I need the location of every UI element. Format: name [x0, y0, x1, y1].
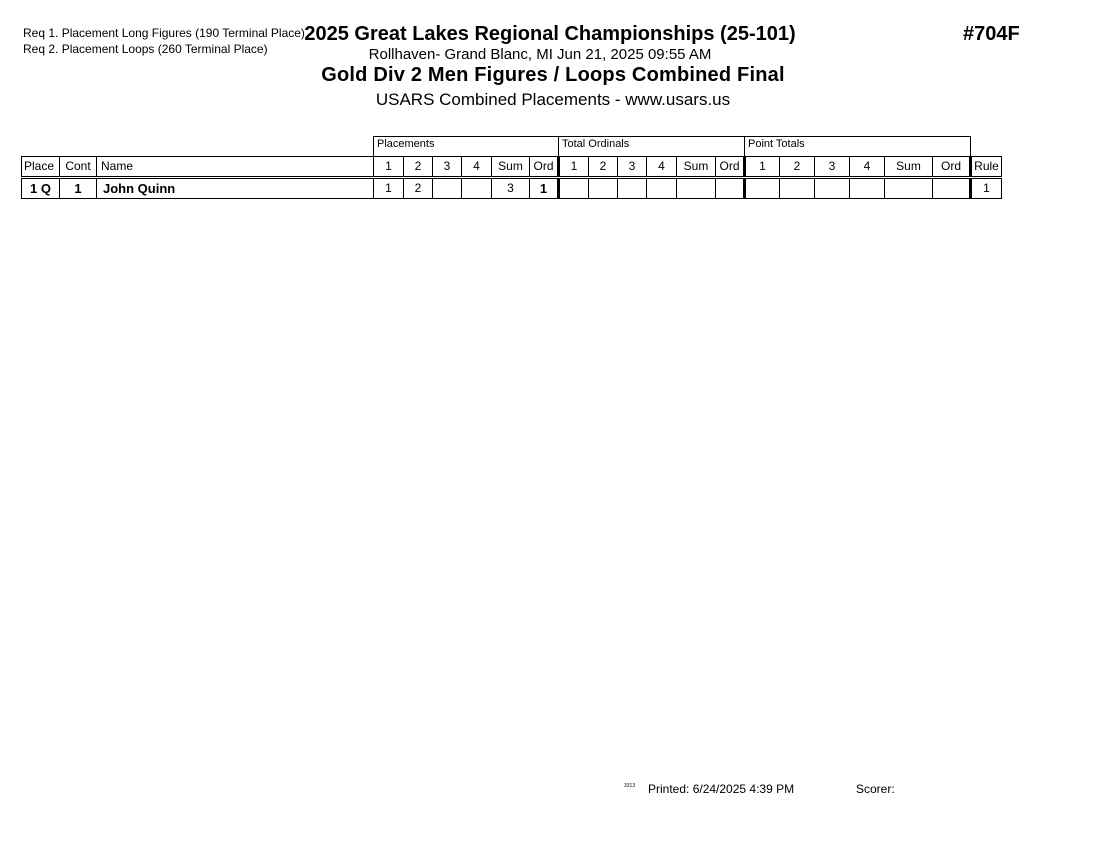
col-ordinal-sum: Sum: [677, 157, 716, 178]
cell-cont: 1: [60, 178, 97, 199]
cell-ordinal-3: [618, 178, 647, 199]
cell-points-ord: [933, 178, 971, 199]
col-ordinal-2: 2: [589, 157, 618, 178]
col-points-1: 1: [745, 157, 780, 178]
col-points-ord: Ord: [933, 157, 971, 178]
cell-name: John Quinn: [97, 178, 374, 199]
col-ordinal-4: 4: [647, 157, 677, 178]
col-placement-4: 4: [462, 157, 492, 178]
cell-ordinal-1: [559, 178, 589, 199]
cell-ordinal-4: [647, 178, 677, 199]
col-placement-ord: Ord: [530, 157, 559, 178]
requirement-1: Req 1. Placement Long Figures (190 Terminal Place): [23, 26, 305, 40]
event-number: #704F: [963, 23, 1020, 45]
col-cont: Cont: [60, 157, 97, 178]
col-points-sum: Sum: [885, 157, 933, 178]
scorer-label: Scorer:: [856, 782, 895, 796]
col-points-4: 4: [850, 157, 885, 178]
table-row: [22, 178, 1002, 199]
column-header-row: [22, 157, 1002, 178]
cell-ordinal-2: [589, 178, 618, 199]
col-points-3: 3: [815, 157, 850, 178]
cell-points-4: [850, 178, 885, 199]
cell-points-3: [815, 178, 850, 199]
col-ordinal-1: 1: [559, 157, 589, 178]
division-title: Gold Div 2 Men Figures / Loops Combined Final: [321, 64, 785, 86]
col-rule: Rule: [971, 157, 1002, 178]
col-name: Name: [97, 157, 374, 178]
results-table: [21, 136, 1002, 199]
cell-placement-sum: 3: [492, 178, 530, 199]
cell-placement-1: 1: [374, 178, 404, 199]
col-points-2: 2: [780, 157, 815, 178]
footer-code: 3313: [624, 783, 636, 789]
cell-placement-ord: 1: [530, 178, 559, 199]
cell-points-1: [745, 178, 780, 199]
report-subtitle: USARS Combined Placements - www.usars.us: [375, 90, 731, 109]
printed-timestamp: Printed: 6/24/2025 4:39 PM: [648, 782, 795, 796]
cell-ordinal-ord: [716, 178, 745, 199]
group-total-ordinals: Total Ordinals: [559, 137, 745, 157]
venue-date: Rollhaven- Grand Blanc, MI Jun 21, 2025 09:55 AM: [368, 46, 712, 63]
cell-rule: 1: [971, 178, 1002, 199]
cell-ordinal-sum: [677, 178, 716, 199]
group-header-row: [22, 137, 1002, 157]
col-placement-3: 3: [433, 157, 462, 178]
col-placement-1: 1: [374, 157, 404, 178]
group-placements: Placements: [374, 137, 559, 157]
col-placement-2: 2: [404, 157, 433, 178]
col-place: Place: [22, 157, 60, 178]
event-title: 2025 Great Lakes Regional Championships (25-101): [304, 23, 796, 45]
cell-placement-4: [462, 178, 492, 199]
cell-points-sum: [885, 178, 933, 199]
col-placement-sum: Sum: [492, 157, 530, 178]
requirement-2: Req 2. Placement Loops (260 Terminal Place): [23, 42, 268, 56]
cell-points-2: [780, 178, 815, 199]
group-point-totals: Point Totals: [745, 137, 971, 157]
col-ordinal-ord: Ord: [716, 157, 745, 178]
cell-placement-2: 2: [404, 178, 433, 199]
col-ordinal-3: 3: [618, 157, 647, 178]
cell-placement-3: [433, 178, 462, 199]
cell-place: 1 Q: [22, 178, 60, 199]
